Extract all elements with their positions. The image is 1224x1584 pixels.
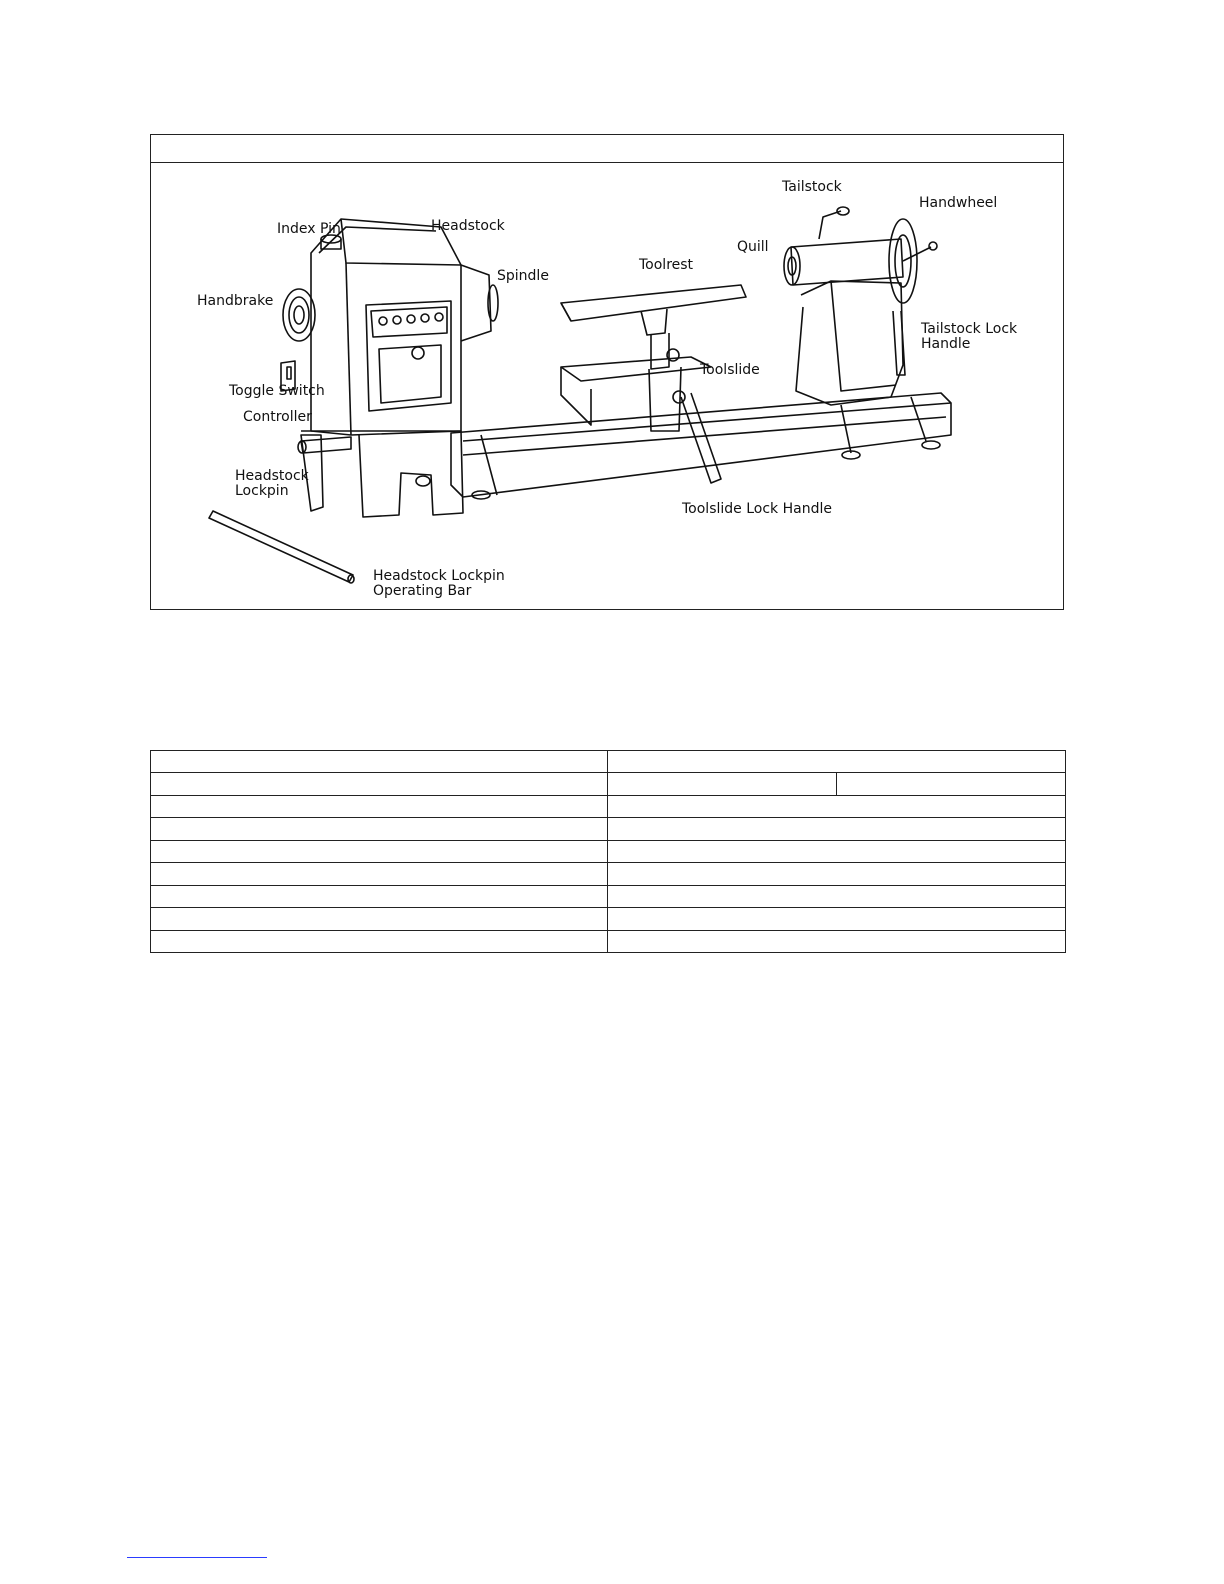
table-cell — [608, 885, 1066, 907]
label-toolslide-lock-handle: Toolslide Lock Handle — [682, 501, 832, 517]
table-cell — [608, 840, 1066, 862]
table-row — [151, 795, 1066, 817]
table-cell — [151, 840, 608, 862]
table-row — [151, 818, 1066, 840]
headstock-lockpin — [301, 437, 351, 453]
quill — [791, 239, 903, 285]
footer-link-underline[interactable] — [127, 1557, 267, 1558]
label-tailstock: Tailstock — [782, 179, 842, 195]
table-cell — [151, 863, 608, 885]
table-row — [151, 908, 1066, 930]
label-toolslide: Toolslide — [700, 362, 760, 378]
label-headstock-lockpin: Headstock Lockpin — [235, 468, 309, 499]
headstock-base — [301, 431, 463, 517]
operating-bar — [209, 511, 353, 582]
spec-table — [150, 750, 1066, 953]
table-cell — [151, 930, 608, 953]
table-cell — [151, 885, 608, 907]
label-spindle: Spindle — [497, 268, 549, 284]
label-headstock: Headstock — [431, 218, 505, 234]
label-handbrake: Handbrake — [197, 293, 274, 309]
lathe-figure-frame — [150, 134, 1064, 610]
toolrest-bar — [561, 285, 746, 321]
table-cell — [608, 795, 1066, 817]
table-row — [151, 773, 1066, 795]
table-cell — [608, 818, 1066, 840]
label-handwheel: Handwheel — [919, 195, 998, 211]
table-cell — [151, 795, 608, 817]
table-cell — [608, 908, 1066, 930]
spindle-nose — [461, 265, 491, 341]
table-cell — [151, 908, 608, 930]
label-controller: Controller — [243, 409, 312, 425]
table-cell — [151, 773, 608, 795]
table-row — [151, 863, 1066, 885]
table-cell — [151, 751, 608, 773]
table-row — [151, 840, 1066, 862]
label-toggle-switch: Toggle Switch — [229, 383, 325, 399]
table-row — [151, 885, 1066, 907]
table-cell — [608, 773, 837, 795]
label-quill: Quill — [737, 239, 769, 255]
label-tailstock-lock-handle: Tailstock Lock Handle — [921, 321, 1018, 352]
table-row — [151, 751, 1066, 773]
label-toolrest: Toolrest — [639, 257, 694, 273]
label-operating-bar: Headstock Lockpin Operating Bar — [373, 568, 505, 599]
label-index-pin: Index Pin — [277, 221, 341, 237]
table-cell — [151, 818, 608, 840]
table-cell — [837, 773, 1066, 795]
table-cell — [608, 751, 1066, 773]
table-cell — [608, 930, 1066, 953]
table-cell — [608, 863, 1066, 885]
toolslide — [561, 357, 711, 381]
table-row — [151, 930, 1066, 953]
